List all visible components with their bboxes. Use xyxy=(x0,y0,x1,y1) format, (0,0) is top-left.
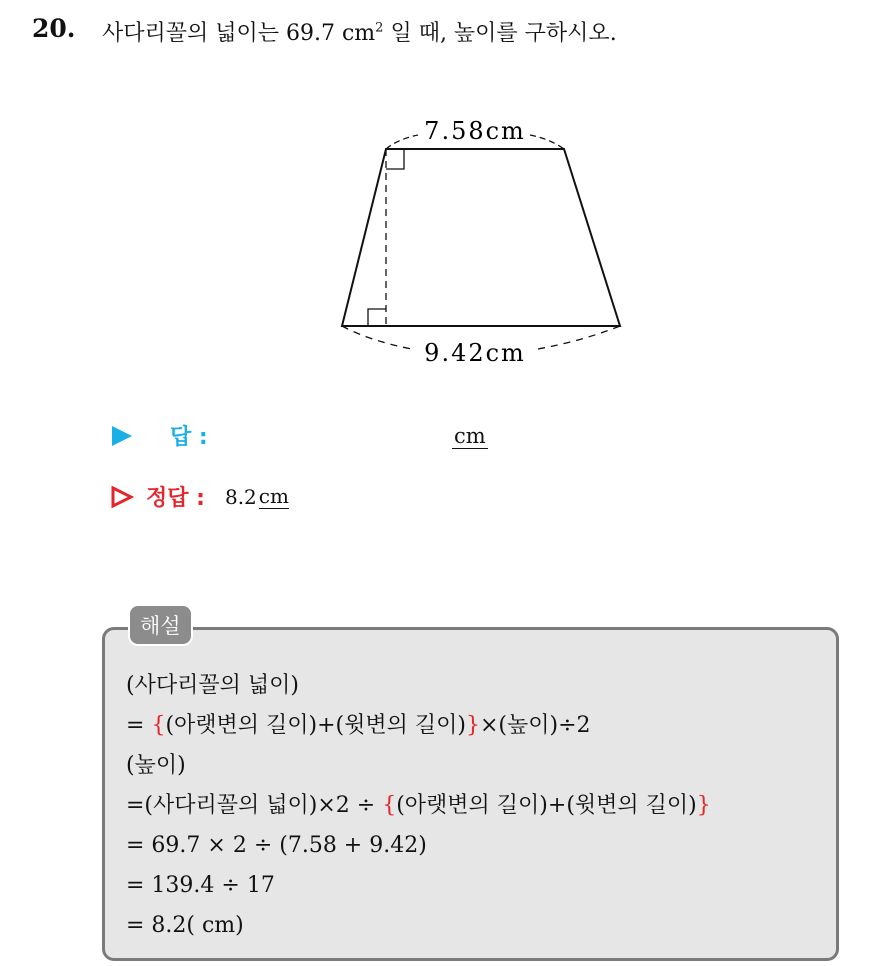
answer-blank-unit[interactable]: cm xyxy=(454,424,486,448)
solution-line-5: = 69.7 × 2 ÷ (7.58 + 9.42) xyxy=(126,833,427,858)
correct-answer-value: 8.2 xyxy=(224,484,257,509)
bottom-dimension-arc-left xyxy=(342,326,412,349)
answer-label: 답 : xyxy=(170,425,208,450)
bottom-base-label: 9.42cm xyxy=(424,339,526,367)
squared-superscript: 2 xyxy=(375,20,384,36)
solution-line-3: (높이) xyxy=(126,753,186,778)
top-dimension-arc-left xyxy=(386,135,418,149)
close-brace: } xyxy=(696,793,711,818)
question-number: 20. xyxy=(32,14,76,43)
solution-lines xyxy=(126,666,711,946)
filled-triangle-icon xyxy=(110,424,134,448)
open-brace: { xyxy=(151,713,166,738)
correct-answer-row xyxy=(110,481,289,512)
correct-answer-unit: cm xyxy=(258,484,289,508)
outline-triangle-icon xyxy=(110,485,134,509)
question-text: 사다리꼴의 넓이는 69.7 $cm^2$ 일 때, 높이를 구하시오. xyxy=(102,20,617,46)
solution-line-1: (사다리꼴의 넓이) xyxy=(126,673,299,698)
top-dimension-arc-right xyxy=(530,135,564,149)
solution-line-2: = {(아랫변의 길이)+(윗변의 길이)}×(높이)÷2 xyxy=(126,713,591,738)
solution-line-6: = 139.4 ÷ 17 xyxy=(126,873,275,898)
correct-answer-label: 정답 : xyxy=(146,486,205,511)
solution-tag: 해설 xyxy=(128,604,193,646)
top-base-label: 7.58cm xyxy=(424,117,526,145)
open-brace: { xyxy=(382,793,397,818)
trapezoid-shape xyxy=(342,149,620,326)
bottom-dimension-arc-right xyxy=(538,326,620,349)
right-angle-mark-top xyxy=(386,149,404,169)
right-angle-mark-bottom xyxy=(368,309,386,326)
close-brace: } xyxy=(465,713,480,738)
solution-line-7: = 8.2( cm) xyxy=(126,913,244,938)
solution-line-4: =(사다리꼴의 넓이)×2 ÷ {(아랫변의 길이)+(윗변의 길이)} xyxy=(126,793,711,818)
answer-row xyxy=(110,420,208,451)
trapezoid-figure xyxy=(320,105,640,370)
